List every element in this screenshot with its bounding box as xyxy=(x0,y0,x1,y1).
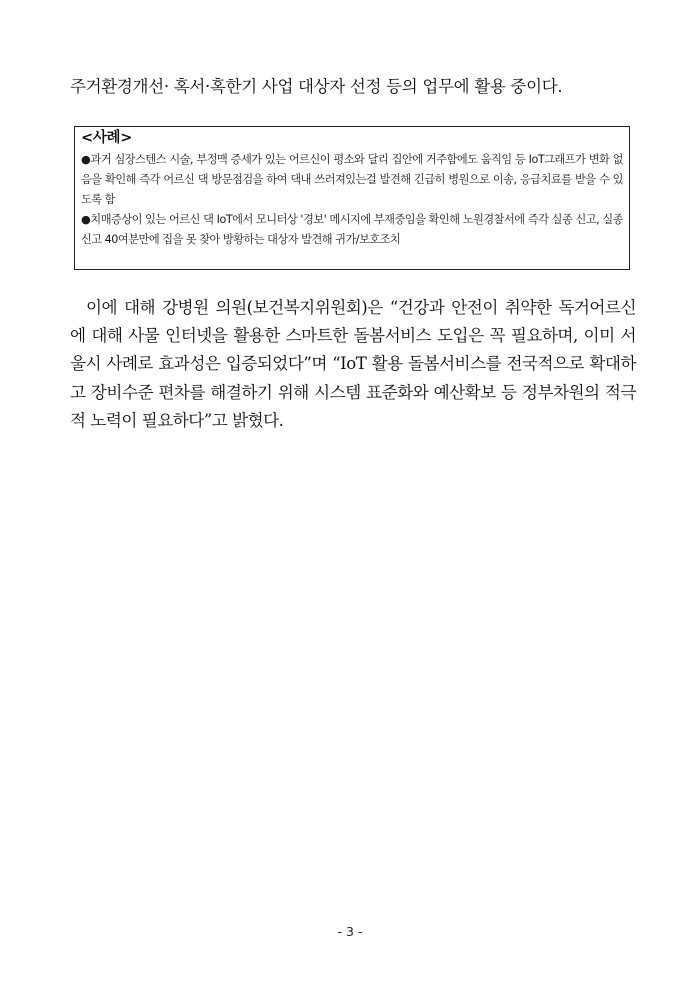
intro-text: 주거환경개선· 혹서·혹한기 사업 대상자 선정 등의 업무에 활용 중이다. xyxy=(70,77,563,96)
case-item: ●치매증상이 있는 어르신 댁 IoT에서 모니터상 '경보' 메시지에 부재중임을 확인해 노원경찰서에 즉각 실종 신고, 실종 신고 40여분만에 집을 못 찾아 방황하는 대상자 발견해 귀가/보호조치 xyxy=(81,213,623,246)
body-paragraph: 이에 대해 강병원 의원(보건복지위원회)은 “건강과 안전이 취약한 독거어르신에 대해 사물 인터넷을 활용한 스마트한 돌봄서비스 도입은 꼭 필요하며, 이미 서울시 사례로 효과성은 입증되었다”며 “IoT 활용 돌봄서비스를 전국적으로 확대하고 장비수준 편차를 해결하기 위해 시스템 표준화와 예산확보 등 정부차원의 적극적 노력이 필요하다”고 밝혔다. xyxy=(70,298,636,430)
case-example-box xyxy=(74,126,630,270)
page-number: - 3 - xyxy=(337,924,363,939)
case-item: ●과거 심장스텐스 시술, 부정맥 증세가 있는 어르신이 평소와 달리 집안에 거주함에도 움직임 등 IoT그래프가 변화 없음을 확인해 즉각 어르신 댁 방문점검을 하여 댁내 쓰러져있는걸 발견해 긴급히 병원으로 이송, 응급치료를 받을 수 있도록 함 xyxy=(81,153,623,206)
case-box-title: <사례> xyxy=(81,130,133,146)
